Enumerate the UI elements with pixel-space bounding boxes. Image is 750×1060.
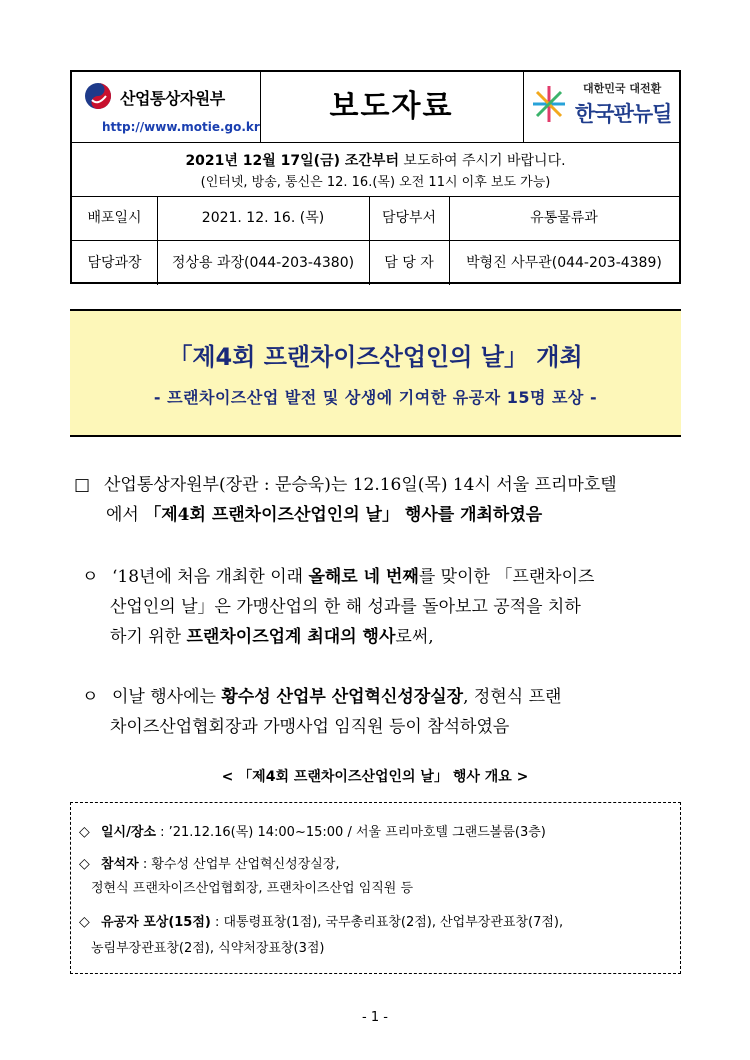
release-value: 2021. 12. 16. (목) <box>157 196 370 240</box>
embargo-date: 2021년 12월 17일(금) 조간부터 <box>185 153 399 169</box>
ministry-name: 산업통상자원부 <box>120 89 225 108</box>
document-type-title: 보도자료 <box>260 72 524 142</box>
overview-label: 참석자 <box>101 857 139 872</box>
paragraph-emphasis: 올해로 네 번째 <box>308 567 419 587</box>
taegeuk-emblem-icon <box>84 82 112 110</box>
newdeal-slogan: 대한민국 대전환 <box>583 82 662 95</box>
ministry-logo-cell <box>72 72 261 142</box>
overview-item-attendees-cont: 정현식 프랜차이즈산업협회장, 프랜차이즈산업 임직원 등 <box>91 881 414 896</box>
overview-item-awards <box>79 911 563 930</box>
manager-label: 담당과장 <box>72 241 158 285</box>
dept-label: 담당부서 <box>369 196 450 240</box>
paragraph-emphasis: 「제4회 프랜차이즈산업인의 날」 행사를 개최하였음 <box>144 505 543 525</box>
paragraph-history-line-1 <box>82 562 594 592</box>
paragraph-main <box>74 470 617 530</box>
newdeal-logo-cell <box>523 72 679 142</box>
paragraph-attendees-line-1 <box>82 682 561 712</box>
paragraph-attendees-line-2: 차이즈산업협회장과 가맹사업 임직원 등이 참석하였음 <box>110 717 510 737</box>
contact-value: 박형진 사무관(044-203-4389) <box>466 255 662 271</box>
overview-value: : 대통령표창(1점), 국무총리표창(2점), 산업부장관표창(7점), <box>210 915 564 930</box>
paragraph-main-line-1 <box>74 470 617 500</box>
overview-item-datetime <box>79 821 546 840</box>
page-number: - 1 - <box>362 1010 388 1025</box>
headline-subtitle: - 프랜차이즈산업 발전 및 상생에 기여한 유공자 15명 포상 - <box>153 388 598 407</box>
overview-item-awards-cont: 농림부장관표창(2점), 식약처장표창(3점) <box>91 941 325 956</box>
newdeal-title: 한국판뉴딜 <box>575 102 672 126</box>
info-row-contact <box>72 241 679 285</box>
release-label: 배포일시 <box>72 196 158 240</box>
paragraph-history <box>82 562 594 652</box>
diamond-bullet-icon: ◇ <box>79 914 90 930</box>
paragraph-text: 를 맞이한 「프랜차이즈 <box>418 567 595 587</box>
newdeal-logo-icon <box>531 84 567 124</box>
ministry-url-link[interactable]: http://www.motie.go.kr <box>102 120 260 134</box>
press-release-header <box>70 70 681 284</box>
overview-label: 일시/장소 <box>101 825 156 840</box>
paragraph-text: 이날 행사에는 <box>112 687 222 707</box>
paragraph-attendees <box>82 682 561 742</box>
headline-title: 「제4회 프랜차이즈산업인의 날」 개최 <box>168 343 583 371</box>
paragraph-text: , 정현식 프랜 <box>463 687 562 707</box>
paragraph-emphasis: 황수성 산업부 산업혁신성장실장 <box>221 687 464 707</box>
paragraph-text: 로써, <box>395 627 434 647</box>
overview-label: 유공자 포상(15점) <box>101 915 211 930</box>
overview-value: : 황수성 산업부 산업혁신성장실장, <box>138 857 340 872</box>
paragraph-text: 산업통상자원부(장관 : 문승욱)는 12.16일(목) 14시 서울 프리마호텔 <box>104 475 617 495</box>
embargo-line-2: (인터넷, 방송, 통신은 12. 16.(목) 오전 11시 이후 보도 가능) <box>200 175 551 190</box>
circle-bullet-icon: ㅇ <box>82 687 99 707</box>
paragraph-text: 하기 위한 <box>110 627 187 647</box>
info-row-release <box>72 196 679 241</box>
paragraph-emphasis: 프랜차이즈업계 최대의 행사 <box>186 627 396 647</box>
embargo-notice <box>72 142 679 197</box>
paragraph-text: ‘18년에 처음 개최한 이래 <box>112 567 309 587</box>
circle-bullet-icon: ㅇ <box>82 567 99 587</box>
contact-label: 담 당 자 <box>369 241 450 285</box>
paragraph-history-line-3 <box>82 622 594 652</box>
headline-box <box>70 309 681 437</box>
overview-item-attendees <box>79 853 340 872</box>
overview-title: < 「제4회 프랜차이즈산업인의 날」 행사 개요 > <box>221 769 529 785</box>
embargo-line-1 <box>72 150 679 170</box>
overview-box <box>70 802 681 974</box>
manager-value: 정상용 과장(044-203-4380) <box>157 241 370 285</box>
header-top-row <box>72 72 679 143</box>
embargo-request: 보도하여 주시기 바랍니다. <box>398 153 566 169</box>
diamond-bullet-icon: ◇ <box>79 824 90 840</box>
paragraph-history-line-2: 산업인의 날」은 가맹산업의 한 해 성과를 돌아보고 공적을 치하 <box>110 597 581 617</box>
overview-value: : ’21.12.16(목) 14:00~15:00 / 서울 프리마호텔 그랜드볼룸(3층) <box>155 825 546 840</box>
dept-value: 유통물류과 <box>530 210 598 226</box>
square-bullet-icon: □ <box>74 475 91 495</box>
paragraph-text: 에서 <box>106 505 145 525</box>
diamond-bullet-icon: ◇ <box>79 856 90 872</box>
paragraph-main-line-2 <box>74 500 617 530</box>
